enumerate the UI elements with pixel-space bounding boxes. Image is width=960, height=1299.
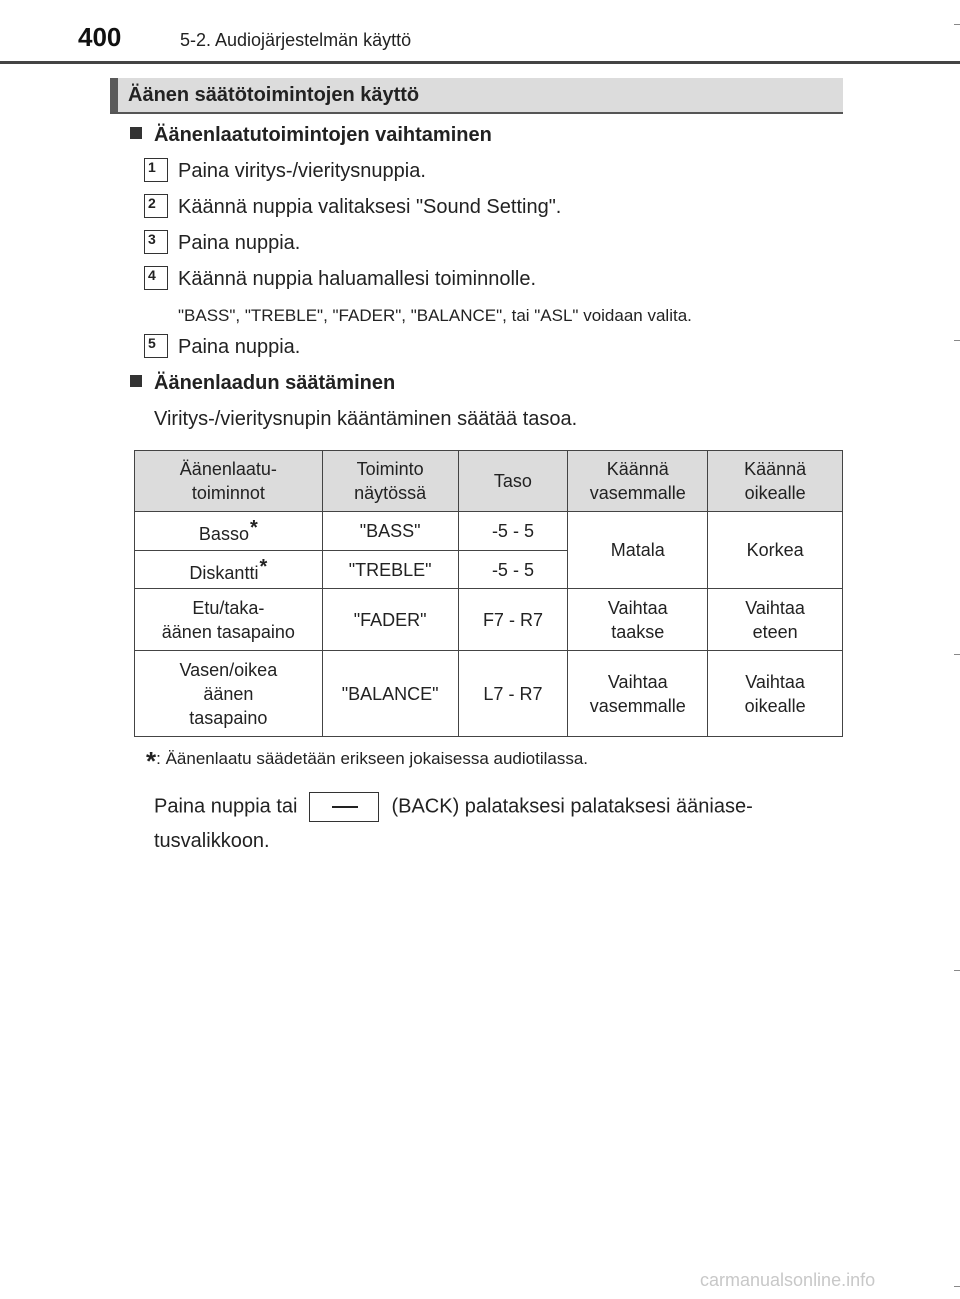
footnote-star: * <box>249 517 258 539</box>
square-bullet-icon <box>130 127 142 139</box>
table-cell-mode: Etu/taka- äänen tasapaino <box>135 589 323 651</box>
footnote-star: * <box>259 555 268 578</box>
step-text: Paina nuppia. <box>178 232 301 254</box>
step-text: Paina viritys-/vieritysnuppia. <box>178 160 426 182</box>
watermark: carmanualsonline.info <box>700 1270 876 1290</box>
table-cell-turn-left: Vaihtaa taakse <box>568 589 708 651</box>
table-header-cell: Käännä oikealle <box>708 451 843 512</box>
table-cell-turn-left: Matala <box>568 512 708 589</box>
table-cell-display: "BALANCE" <box>322 651 458 737</box>
table-header-cell: Äänenlaatu- toiminnot <box>135 451 323 512</box>
step-text: Käännä nuppia haluamallesi toiminnolle. <box>178 268 537 290</box>
edge-tick <box>954 654 960 655</box>
step-number-badge: 3 <box>144 230 168 254</box>
footnote-text: : Äänenlaatu säädetään erikseen jokaisessa audiotilassa. <box>156 749 589 768</box>
adjusting-intro: Viritys-/vieritysnupin kääntäminen säätää tasoa. <box>154 408 578 430</box>
section-accent <box>110 78 118 112</box>
section-title-bar <box>110 78 843 114</box>
step-number-badge: 1 <box>144 158 168 182</box>
table-row <box>135 589 843 651</box>
table-cell-level: F7 - R7 <box>458 589 568 651</box>
table-header-cell: Taso <box>458 451 568 512</box>
footnote <box>146 746 588 777</box>
table-cell-display: "TREBLE" <box>322 551 458 589</box>
table-cell-turn-right: Vaihtaa oikealle <box>708 651 843 737</box>
table-cell-mode <box>135 551 323 589</box>
step-number-badge: 4 <box>144 266 168 290</box>
table-cell-mode <box>135 512 323 551</box>
step-text: Paina nuppia. <box>178 336 301 358</box>
step-note: "BASS", "TREBLE", "FADER", "BALANCE", tai "ASL" voidaan valita. <box>178 306 692 325</box>
table-row <box>135 651 843 737</box>
edge-tick <box>954 970 960 971</box>
section-title: Äänen säätötoimintojen käyttö <box>128 84 420 106</box>
table-cell-display: "FADER" <box>322 589 458 651</box>
table-cell-level: L7 - R7 <box>458 651 568 737</box>
sound-settings-table <box>134 450 843 737</box>
square-bullet-icon <box>130 375 142 387</box>
subheading-switching <box>130 124 492 147</box>
table-cell-level: -5 - 5 <box>458 551 568 589</box>
mode-label: Basso <box>198 524 249 544</box>
table-cell-turn-left: Vaihtaa vasemmalle <box>568 651 708 737</box>
step-number-badge: 5 <box>144 334 168 358</box>
edge-tick <box>954 24 960 25</box>
back-text-before: Paina nuppia tai <box>154 795 298 818</box>
subheading-text: Äänenlaadun säätäminen <box>154 372 396 394</box>
table-header-cell: Käännä vasemmalle <box>568 451 708 512</box>
subheading-text: Äänenlaatutoimintojen vaihtaminen <box>154 124 492 146</box>
step-number-badge: 2 <box>144 194 168 218</box>
dash-icon <box>332 806 358 808</box>
back-instruction <box>154 792 753 822</box>
page-number: 400 <box>78 22 122 52</box>
edge-tick <box>954 340 960 341</box>
table-row <box>135 512 843 551</box>
table-cell-mode: Vasen/oikea äänen tasapaino <box>135 651 323 737</box>
table-cell-display: "BASS" <box>322 512 458 551</box>
table-header-row <box>135 451 843 512</box>
footnote-star: * <box>146 746 157 776</box>
table-cell-turn-right: Korkea <box>708 512 843 589</box>
subheading-adjusting <box>130 372 395 395</box>
back-instruction-line2: tusvalikkoon. <box>154 830 270 852</box>
mode-label: Diskantti <box>189 562 259 583</box>
table-header-cell: Toiminto näytössä <box>322 451 458 512</box>
header-rule <box>0 61 960 64</box>
back-button-icon <box>309 792 379 822</box>
edge-tick <box>954 1286 960 1287</box>
back-text-after: (BACK) palataksesi palataksesi ääniase- <box>391 795 753 818</box>
step-text: Käännä nuppia valitaksesi "Sound Setting". <box>178 196 562 218</box>
table-cell-turn-right: Vaihtaa eteen <box>708 589 843 651</box>
section-breadcrumb: 5-2. Audiojärjestelmän käyttö <box>180 30 412 50</box>
table-cell-level: -5 - 5 <box>458 512 568 551</box>
